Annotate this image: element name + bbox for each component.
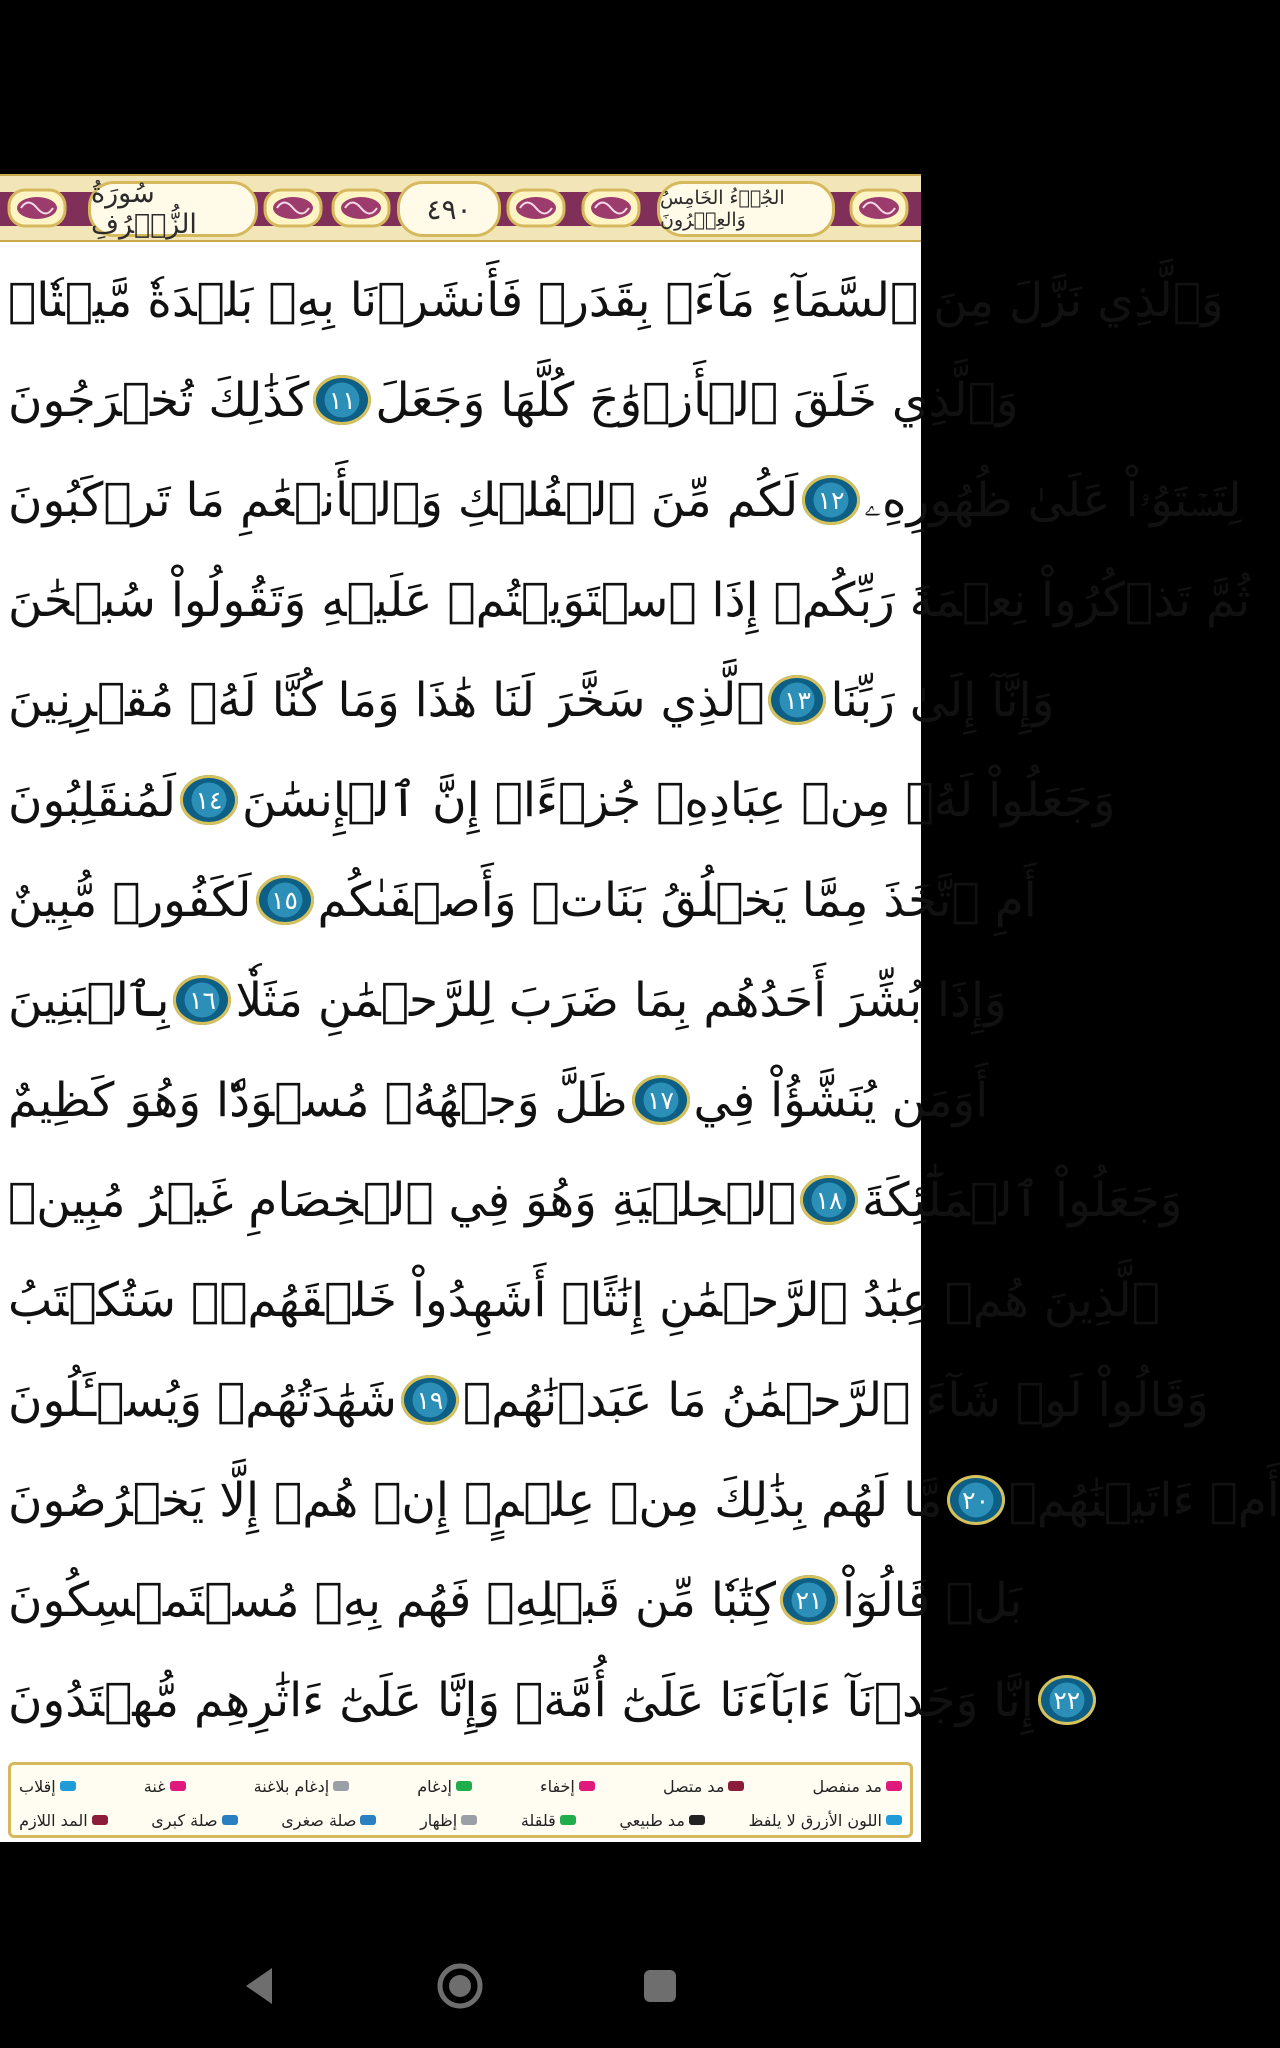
legend-label: اللون الأزرق لا يلفظ <box>748 1810 882 1830</box>
line-text: لَكَفُورٞ مُّبِينٌ <box>8 872 252 928</box>
legend-swatch <box>461 1815 477 1825</box>
ornament-icon <box>848 185 910 231</box>
legend-item <box>812 1777 902 1796</box>
text-line <box>8 452 1242 548</box>
line-text: لَكُم مِّنَ ٱلۡفُلۡكِ وَٱلۡأَنۡعَٰمِ مَا تَرۡكَبُونَ <box>8 472 799 528</box>
text-line <box>8 952 1007 1048</box>
legend-label: إدغام بلاغنة <box>253 1776 330 1796</box>
legend-item <box>420 1811 477 1830</box>
ayah-number-marker[interactable]: ٢٠ <box>947 1475 1005 1525</box>
legend-item <box>281 1811 376 1830</box>
line-text: كِتَٰبٗا مِّن قَبۡلِهِۦ فَهُم بِهِۦ مُسۡتَمۡسِكُونَ <box>8 1572 776 1628</box>
text-line <box>8 652 1055 748</box>
line-text: وَإِنَّآ إِلَىٰ رَبِّنَا <box>830 672 1055 728</box>
line-text: لَمُنقَلِبُونَ <box>8 772 176 828</box>
legend-swatch <box>560 1815 576 1825</box>
legend-swatch <box>456 1781 472 1791</box>
legend-item <box>663 1777 744 1796</box>
ayah-number-marker[interactable]: ١٧ <box>632 1075 690 1125</box>
text-line <box>8 752 1116 848</box>
legend-item <box>19 1811 108 1830</box>
legend-label: إظهار <box>420 1810 458 1830</box>
juz-name: الجُزۡءُ الخَامِسُ وَالعِشۡرُونَ <box>657 181 835 237</box>
legend-row <box>19 1769 902 1803</box>
legend-swatch <box>886 1781 902 1791</box>
line-text: ٱلَّذِي سَخَّرَ لَنَا هَٰذَا وَمَا كُنَّا لَهُۥ مُقۡرِنِينَ <box>8 672 765 728</box>
text-line <box>8 252 1224 348</box>
line-text: بَلۡ قَالُوٓاْ <box>841 1572 1023 1628</box>
surah-name: سُورَةُ الزُّخۡرُفِ <box>88 181 258 237</box>
ornament-icon <box>505 185 567 231</box>
legend-label: صلة كبرى <box>151 1810 218 1830</box>
page-number: ٤٩٠ <box>397 181 501 237</box>
ornament-icon <box>6 185 68 231</box>
tajweed-legend <box>8 1762 913 1838</box>
legend-swatch <box>92 1815 108 1825</box>
home-circle-icon[interactable] <box>428 1954 492 2018</box>
legend-item <box>417 1777 472 1796</box>
text-line <box>8 1152 1183 1248</box>
ayah-number-marker[interactable]: ١٩ <box>401 1375 459 1425</box>
legend-swatch <box>170 1781 186 1791</box>
text-line <box>8 1252 1160 1348</box>
legend-row <box>19 1803 902 1837</box>
legend-label: قلقلة <box>520 1810 556 1830</box>
text-line <box>8 1652 1081 1748</box>
legend-swatch <box>360 1815 376 1825</box>
line-text: وَقَالُواْ لَوۡ شَآءَ ٱلرَّحۡمَٰنُ مَا عَبَدۡنَٰهُمۗ <box>462 1372 1209 1428</box>
legend-item <box>749 1811 902 1830</box>
line-text: ثُمَّ تَذۡكُرُواْ نِعۡمَةَ رَبِّكُمۡ إِذَا ٱسۡتَوَيۡتُمۡ عَلَيۡهِ وَتَقُولُواْ سُبۡحَٰنَ <box>8 572 1251 628</box>
line-text: وَإِذَا بُشِّرَ أَحَدُهُم بِمَا ضَرَبَ لِلرَّحۡمَٰنِ مَثَلٗا <box>235 972 1007 1028</box>
page-header <box>0 174 921 242</box>
line-text: ظَلَّ وَجۡهُهُۥ مُسۡوَدّٗا وَهُوَ كَظِيمٌ <box>8 1072 628 1128</box>
ayah-number-marker[interactable]: ١٢ <box>802 475 860 525</box>
line-text: وَٱلَّذِي نَزَّلَ مِنَ ٱلسَّمَآءِ مَآءَۢ بِقَدَرٖ فَأَنشَرۡنَا بِهِۦ بَلۡدَةٗ مَّيۡتٗاۚ <box>8 272 1224 328</box>
line-text: أَمِ ٱتَّخَذَ مِمَّا يَخۡلُقُ بَنَاتٖ وَأَصۡفَىٰكُم <box>317 872 1037 928</box>
legend-item <box>144 1777 186 1796</box>
legend-item <box>521 1811 576 1830</box>
legend-label: غنة <box>143 1776 166 1796</box>
text-line <box>8 1052 989 1148</box>
recents-square-icon[interactable] <box>628 1954 692 2018</box>
back-triangle-icon[interactable] <box>228 1954 292 2018</box>
line-text: بِٱلۡبَنِينَ <box>8 972 170 1028</box>
line-text: أَمۡ ءَاتَيۡنَٰهُمۡ <box>1008 1472 1280 1528</box>
ayah-number-marker[interactable]: ١١ <box>313 375 371 425</box>
line-text: شَهَٰدَتُهُمۡ وَيُسۡـَٔلُونَ <box>8 1372 397 1428</box>
text-line <box>8 1352 1209 1448</box>
legend-swatch <box>886 1815 902 1825</box>
legend-swatch <box>222 1815 238 1825</box>
line-text: وَٱلَّذِي خَلَقَ ٱلۡأَزۡوَٰجَ كُلَّهَا وَجَعَلَ <box>375 372 1019 428</box>
ayah-number-marker[interactable]: ١٣ <box>768 675 826 725</box>
legend-label: مد منفصل <box>812 1776 882 1796</box>
legend-swatch <box>579 1781 595 1791</box>
ornament-icon <box>262 185 324 231</box>
ornament-icon <box>580 185 642 231</box>
legend-swatch <box>728 1781 744 1791</box>
legend-label: إدغام <box>417 1776 452 1796</box>
mushaf-page[interactable] <box>0 174 1280 1842</box>
line-text: مَّا لَهُم بِذَٰلِكَ مِنۡ عِلۡمٍۖ إِنۡ هُمۡ إِلَّا يَخۡرُصُونَ <box>8 1472 943 1528</box>
line-text: ٱلَّذِينَ هُمۡ عِبَٰدُ ٱلرَّحۡمَٰنِ إِنَٰثًاۚ أَشَهِدُواْ خَلۡقَهُمۡۚ سَتُكۡتَبُ <box>8 1272 1160 1328</box>
legend-swatch <box>60 1781 76 1791</box>
line-text: لِتَسۡتَوُۥاْ عَلَىٰ ظُهُورِهِۦ <box>864 472 1242 528</box>
ayah-number-marker[interactable]: ١٦ <box>173 975 231 1025</box>
text-line <box>8 852 1037 948</box>
line-text: وَجَعَلُواْ ٱلۡمَلَٰٓئِكَةَ <box>861 1172 1183 1228</box>
legend-label: مد طبيعي <box>619 1810 685 1830</box>
line-text: إِنَّا وَجَدۡنَآ ءَابَآءَنَا عَلَىٰٓ أُمَّةٖ وَإِنَّا عَلَىٰٓ ءَاثَٰرِهِم مُّهۡتَدُونَ <box>8 1672 1034 1728</box>
legend-label: إقلاب <box>19 1776 56 1796</box>
legend-item <box>151 1811 237 1830</box>
ayah-number-marker[interactable]: ١٥ <box>256 875 314 925</box>
legend-item <box>19 1777 76 1796</box>
ayah-number-marker[interactable]: ٢٢ <box>1038 1675 1096 1725</box>
ayah-number-marker[interactable]: ١٤ <box>180 775 238 825</box>
ayah-number-marker[interactable]: ٢١ <box>780 1575 838 1625</box>
legend-item <box>254 1777 350 1796</box>
quran-text <box>0 252 1280 1762</box>
legend-label: المد اللازم <box>19 1810 88 1830</box>
line-text: ٱلۡحِلۡيَةِ وَهُوَ فِي ٱلۡخِصَامِ غَيۡرُ مُبِينٖ <box>8 1172 796 1228</box>
legend-item <box>540 1777 595 1796</box>
line-text: أَوَمَن يُنَشَّؤُاْ فِي <box>693 1072 989 1128</box>
legend-swatch <box>689 1815 705 1825</box>
ornament-icon <box>330 185 392 231</box>
text-line <box>8 1552 1023 1648</box>
legend-item <box>619 1811 705 1830</box>
legend-label: صلة صغرى <box>281 1810 357 1830</box>
text-line <box>8 552 1251 648</box>
ayah-number-marker[interactable]: ١٨ <box>800 1175 858 1225</box>
line-text: كَذَٰلِكَ تُخۡرَجُونَ <box>8 372 310 428</box>
system-navigation-bar <box>0 1924 921 2048</box>
legend-swatch <box>333 1781 349 1791</box>
text-line <box>8 352 1019 448</box>
text-line <box>8 1452 1280 1548</box>
legend-label: مد متصل <box>662 1776 725 1796</box>
legend-label: إخفاء <box>540 1776 575 1796</box>
line-text: وَجَعَلُواْ لَهُۥ مِنۡ عِبَادِهِۦ جُزۡءًاۚ إِنَّ ٱلۡإِنسَٰنَ <box>242 772 1116 828</box>
